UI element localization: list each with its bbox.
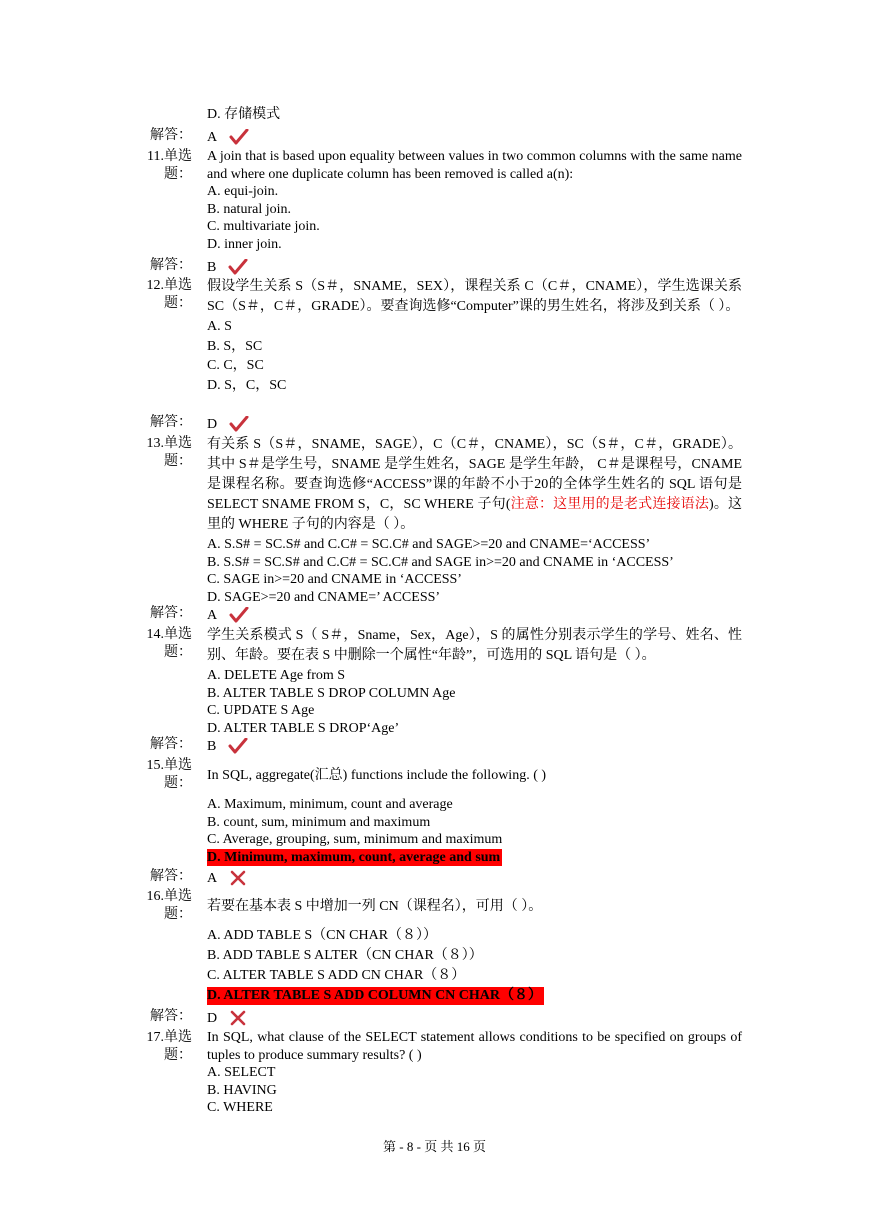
question-text-main: 有关系 S（S＃，SNAME，SAGE），C（C＃，CNAME），SC（S＃，C＃，GRADE）。其中 S＃是学生号，SNAME 是学生姓名，SAGE 是学生年龄， C＃是课程号，CNAME 是课程名称。要查询选修“ACCESS”课的年龄不小于20的全体学生姓名的 SQL 语句是 SELECT SNAME FROM S，C，SC WHERE 子句( [207,437,742,512]
question-text: 假设学生关系 S（S＃，SNAME，SEX），课程关系 C（C＃，CNAME），学生选课关系 SC（S＃，C＃，GRADE）。要查询选修“Computer”课的男生姓名，将涉及到关系（ ）。 [207,279,742,314]
question-text: A join that is based upon equality between values in two common columns with the same name and where one duplicate column has been removed is called a(n): [207,149,742,182]
option-b: B. S，SC [207,338,263,354]
question-11 [207,148,742,254]
option-b: B. HAVING [207,1082,277,1098]
option-a: A. ADD TABLE S（CN CHAR（８）） [207,928,438,943]
answer-label: 解答： [150,869,192,884]
answer-label: 解答： [150,737,192,752]
answer-value: D [207,1011,218,1026]
option-d: D. SAGE>=20 and CNAME=’ ACCESS’ [207,589,441,605]
answer-row [207,1010,742,1028]
answer-value: D [207,417,218,432]
question-14 [207,626,742,736]
question-text: In SQL, aggregate(汇总) functions include the following. ( ) [207,768,547,783]
question-13 [207,435,742,605]
option-d: D. inner join. [207,236,282,252]
option-a: A. DELETE Age from S [207,668,346,683]
question-12 [207,277,742,395]
option-c: C. ALTER TABLE S ADD CN CHAR（８） [207,968,466,983]
syntax-note: 注意：这里用的是老式连接语法 [510,497,709,512]
option-a: A. equi-join. [207,184,279,200]
option-c: C. WHERE [207,1100,273,1116]
question-text [207,435,742,535]
question-label: 13.单选题： [146,436,192,469]
answer-value: B [207,260,217,275]
option-a: A. Maximum, minimum, count and average [207,797,453,812]
question-label: 12.单选题： [146,278,192,311]
option-d-highlighted: D. ALTER TABLE S ADD COLUMN CN CHAR（８） [207,988,543,1003]
option-d: D. ALTER TABLE S DROP‘Age’ [207,720,400,736]
question-label: 15.单选题： [146,758,192,791]
question-15-options [207,796,742,866]
answer-value: A [207,130,218,145]
option-b: B. count, sum, minimum and maximum [207,814,431,830]
question-text: In SQL, what clause of the SELECT statement allows conditions to be specified on groups of tuples to produce summary results? ( ) [207,1030,742,1063]
question-17 [207,1029,742,1117]
answer-row [207,129,742,147]
option-b: B. ADD TABLE S ALTER（CN CHAR（８）） [207,948,483,963]
question-text: 若要在基本表 S 中增加一列 CN（课程名），可用（ ）。 [207,899,543,914]
option-a: A. S.S# = SC.S# and C.C# = SC.C# and SAGE>=20 and CNAME=‘ACCESS’ [207,537,651,552]
option-c: C. C，SC [207,358,264,373]
question-label: 11.单选题： [147,149,192,182]
check-icon [228,738,248,760]
question-label: 14.单选题： [146,627,192,660]
option-a: A. SELECT [207,1065,276,1081]
answer-label: 解答： [150,128,192,143]
option-d-highlighted: D. Minimum, maximum, count, average and sum [207,849,501,865]
answer-value: A [207,608,218,623]
answer-value: A [207,871,218,886]
option-d: D. 存储模式 [207,107,281,122]
option-b: B. natural join. [207,201,291,217]
question-label: 16.单选题： [146,889,192,922]
answer-label: 解答： [150,606,192,621]
question-label: 17.单选题： [146,1030,192,1063]
answer-row [207,607,742,625]
option-c: C. Average, grouping, sum, minimum and maximum [207,832,503,848]
answer-label: 解答： [150,258,192,273]
question-text: 学生关系模式 S（ S＃，Sname，Sex，Age），S 的属性分别表示学生的学号、姓名、性别、年龄。要在表 S 中删除一个属性“年龄”，可选用的 SQL 语句是（ ）。 [207,628,742,663]
question-text-tail: )。这里的 WHERE 子句的内容是（ ）。 [207,497,742,532]
option-c: C. multivariate join. [207,219,320,235]
answer-row [207,259,742,277]
answer-row [207,416,742,434]
option-a: A. S [207,319,232,334]
option-b: B. ALTER TABLE S DROP COLUMN Age [207,685,456,701]
answer-label: 解答： [150,1009,192,1024]
answer-row [207,870,742,888]
option-d: D. S，C，SC [207,377,287,393]
option-c: C. UPDATE S Age [207,703,315,719]
answer-row [207,738,742,756]
cross-icon [229,870,247,892]
option-c: C. SAGE in>=20 and CNAME in ‘ACCESS’ [207,572,462,588]
answer-value: B [207,739,217,754]
question-16-options [207,927,742,1007]
page-footer: 第 - 8 - 页 共 16 页 [383,1139,486,1154]
answer-label: 解答： [150,415,192,430]
option-b: B. S.S# = SC.S# and C.C# = SC.C# and SAGE in>=20 and CNAME in ‘ACCESS’ [207,554,674,570]
